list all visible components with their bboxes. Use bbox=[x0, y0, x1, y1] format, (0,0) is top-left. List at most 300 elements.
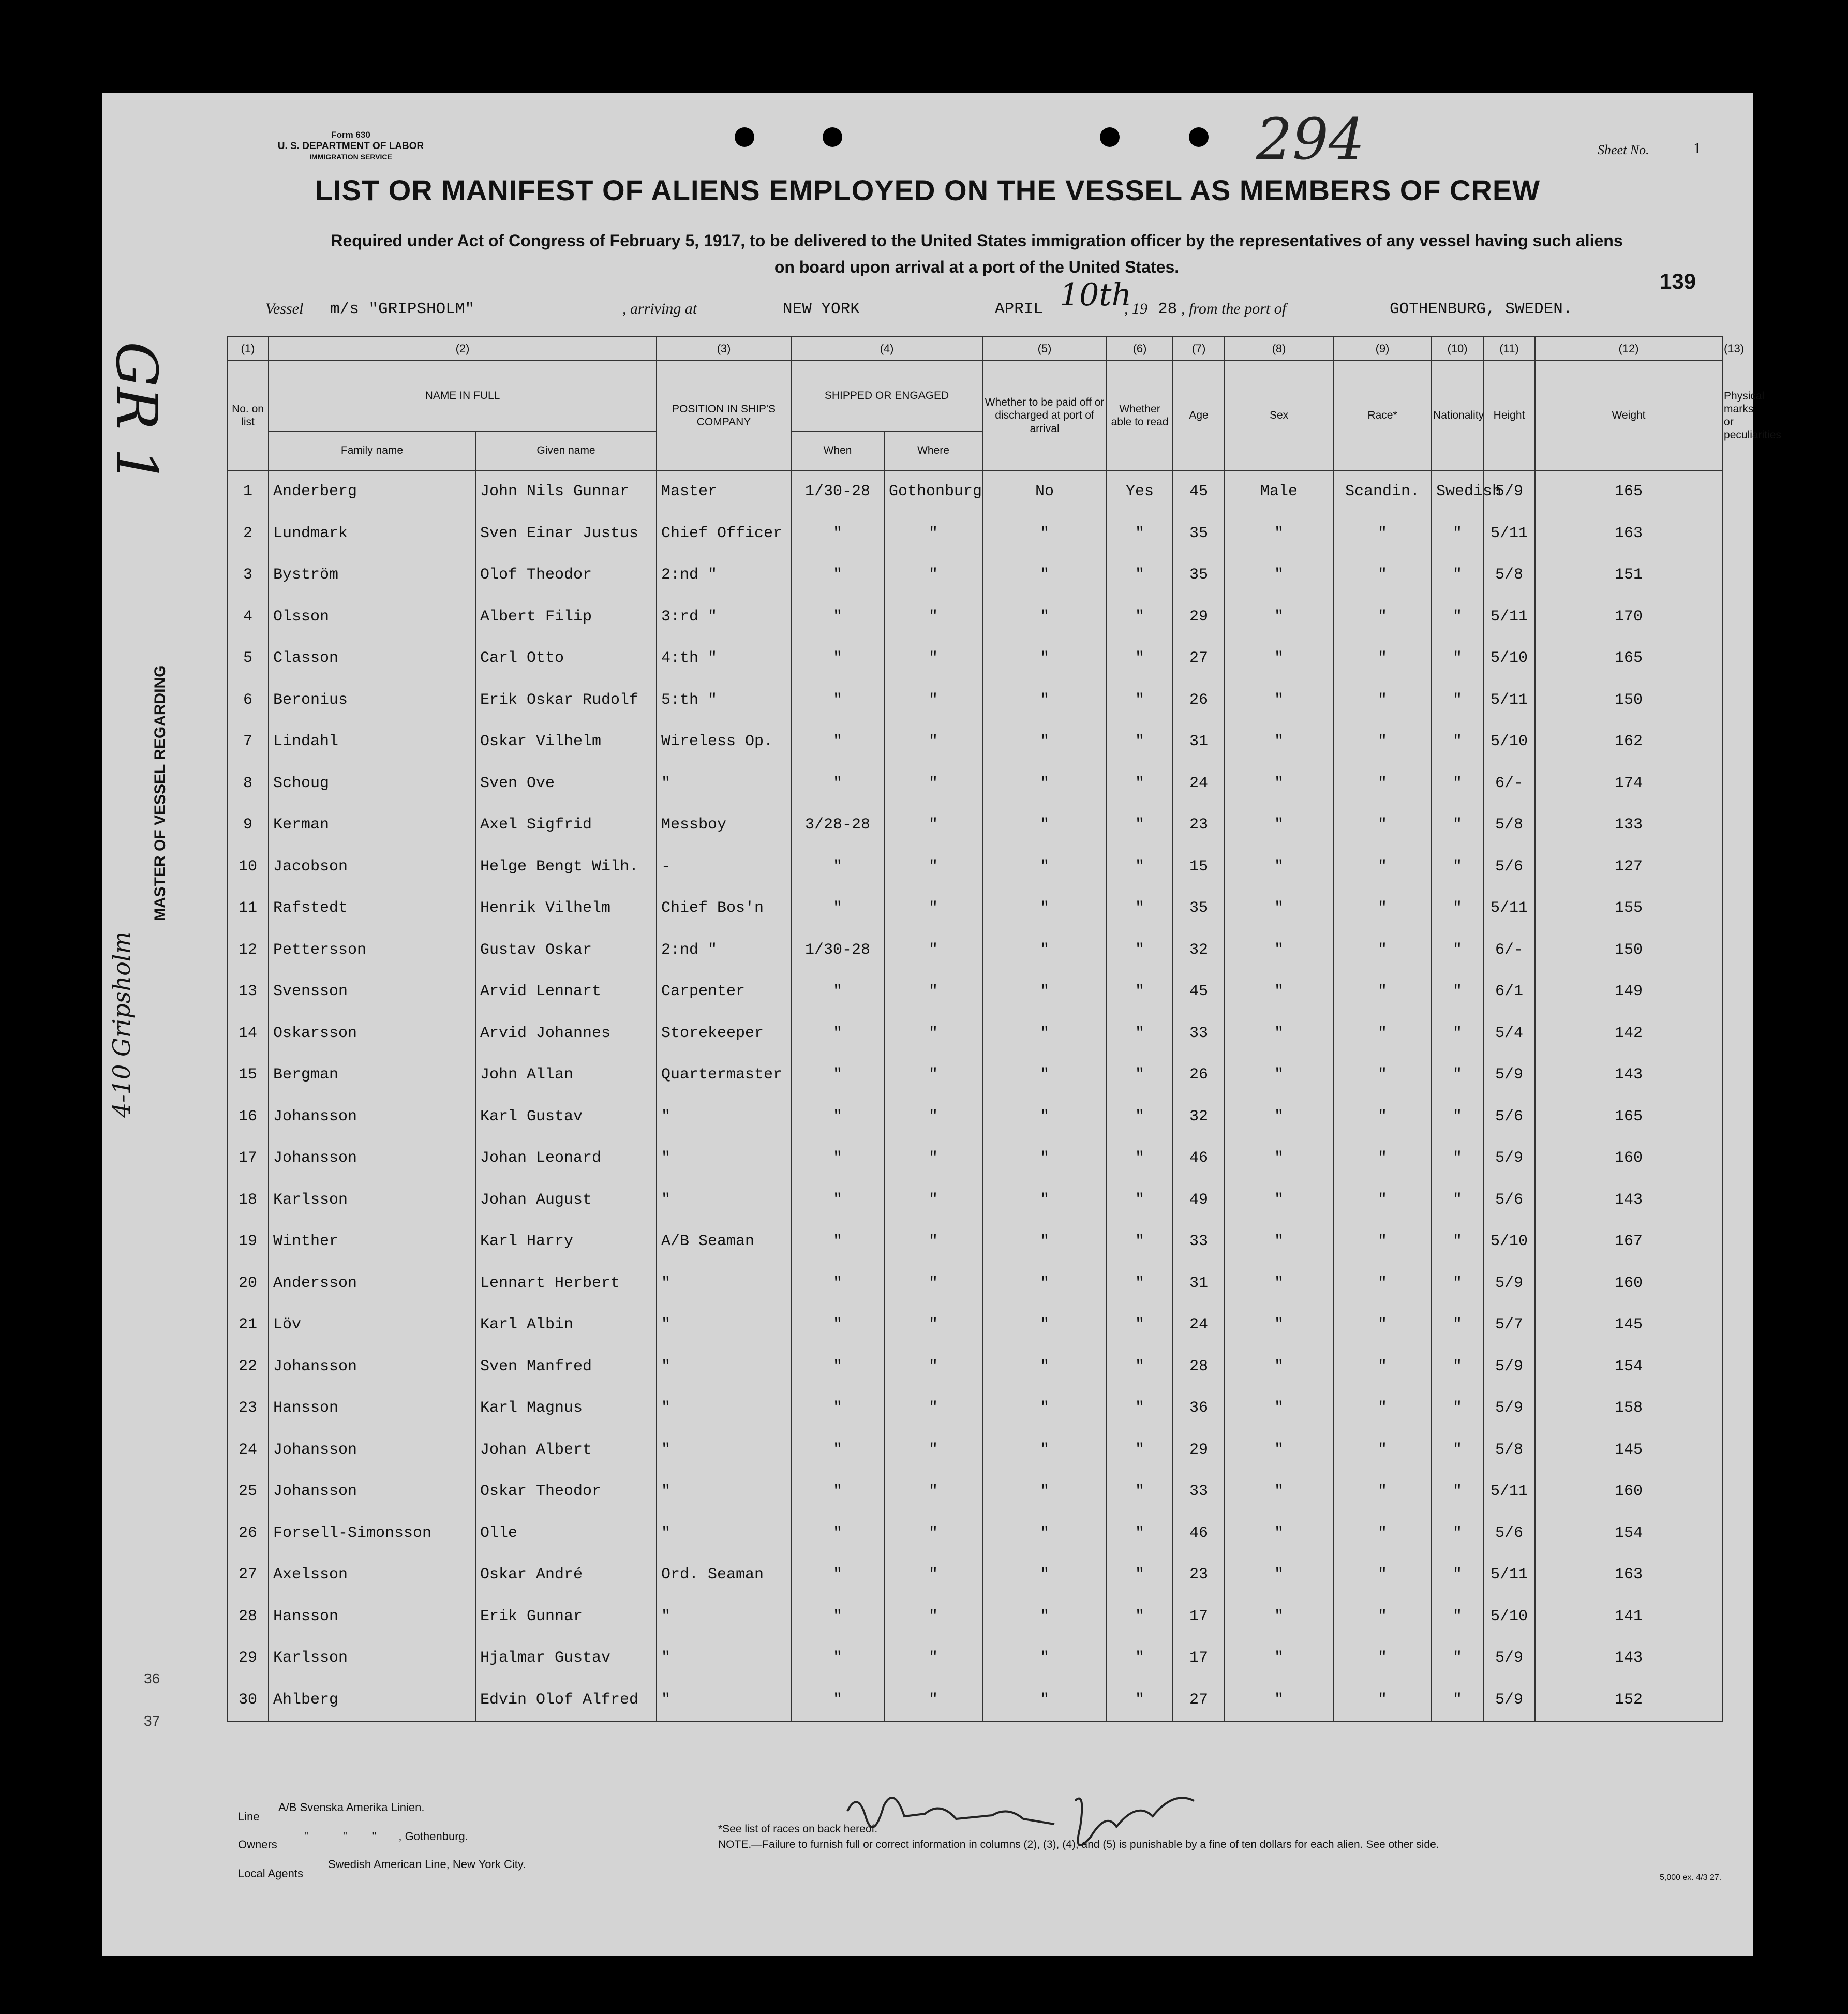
position-cell: " bbox=[657, 1179, 791, 1221]
row-number-cell: 29 bbox=[227, 1637, 269, 1679]
shipped-where-cell: " bbox=[884, 1137, 982, 1179]
vessel-name: m/s "GRIPSHOLM" bbox=[330, 300, 475, 318]
header-name-in-full: NAME IN FULL bbox=[269, 361, 657, 431]
age-cell: 24 bbox=[1173, 763, 1225, 805]
nationality-cell: " bbox=[1432, 763, 1483, 805]
nationality-cell: " bbox=[1432, 1429, 1483, 1471]
family-name-cell: Johansson bbox=[269, 1471, 475, 1513]
given-name-cell: Hjalmar Gustav bbox=[475, 1637, 657, 1679]
height-cell: 5/10 bbox=[1483, 638, 1535, 679]
shipped-when-cell: " bbox=[791, 1387, 884, 1429]
position-cell: " bbox=[657, 1096, 791, 1138]
shipped-when-cell: " bbox=[791, 1429, 884, 1471]
given-name-cell: Oskar Theodor bbox=[475, 1471, 657, 1513]
race-cell: " bbox=[1333, 638, 1432, 679]
family-name-cell: Beronius bbox=[269, 679, 475, 721]
race-cell: " bbox=[1333, 887, 1432, 929]
age-cell: 33 bbox=[1173, 1471, 1225, 1513]
race-cell: " bbox=[1333, 1096, 1432, 1138]
age-cell: 17 bbox=[1173, 1637, 1225, 1679]
able-to-read-cell: Yes bbox=[1107, 470, 1173, 513]
position-cell: Storekeeper bbox=[657, 1013, 791, 1055]
nationality-cell: " bbox=[1432, 804, 1483, 846]
height-cell: 6/1 bbox=[1483, 971, 1535, 1013]
weight-cell: 154 bbox=[1535, 1346, 1722, 1388]
sex-cell: " bbox=[1225, 1554, 1333, 1596]
age-cell: 33 bbox=[1173, 1221, 1225, 1263]
nationality-cell: " bbox=[1432, 929, 1483, 971]
weight-cell: 143 bbox=[1535, 1637, 1722, 1679]
margin-number-37: 37 bbox=[144, 1713, 160, 1729]
shipped-when-cell: " bbox=[791, 513, 884, 555]
weight-cell: 167 bbox=[1535, 1221, 1722, 1263]
shipped-where-cell: " bbox=[884, 804, 982, 846]
table-row bbox=[227, 1304, 1722, 1346]
agents-label: Local Agents bbox=[238, 1867, 303, 1880]
year-prefix: , 19 bbox=[1124, 300, 1147, 317]
shipped-when-cell: " bbox=[791, 1637, 884, 1679]
shipped-where-cell: " bbox=[884, 1304, 982, 1346]
nationality-cell: " bbox=[1432, 1013, 1483, 1055]
weight-cell: 163 bbox=[1535, 1554, 1722, 1596]
height-cell: 5/9 bbox=[1483, 1387, 1535, 1429]
family-name-cell: Rafstedt bbox=[269, 887, 475, 929]
position-cell: " bbox=[657, 1137, 791, 1179]
able-to-read-cell: " bbox=[1107, 1137, 1173, 1179]
weight-cell: 154 bbox=[1535, 1513, 1722, 1554]
row-number-cell: 19 bbox=[227, 1221, 269, 1263]
line-label: Line bbox=[238, 1810, 260, 1823]
position-cell: Ord. Seaman bbox=[657, 1554, 791, 1596]
family-name-cell: Johansson bbox=[269, 1137, 475, 1179]
shipped-where-cell: " bbox=[884, 846, 982, 888]
shipped-when-cell: " bbox=[791, 1679, 884, 1722]
row-number-cell: 1 bbox=[227, 470, 269, 513]
family-name-cell: Löv bbox=[269, 1304, 475, 1346]
race-cell: " bbox=[1333, 1637, 1432, 1679]
shipped-where-cell: " bbox=[884, 1679, 982, 1722]
weight-cell: 152 bbox=[1535, 1679, 1722, 1722]
margin-gr-code: GR 1 bbox=[103, 342, 170, 484]
position-cell: Chief Officer bbox=[657, 513, 791, 555]
table-row bbox=[227, 1637, 1722, 1679]
position-cell: " bbox=[657, 1471, 791, 1513]
owners-value: " " " , Gothenburg. bbox=[304, 1830, 468, 1843]
able-to-read-cell: " bbox=[1107, 1346, 1173, 1388]
age-cell: 45 bbox=[1173, 470, 1225, 513]
paid-off-cell: " bbox=[982, 804, 1107, 846]
given-name-cell: Oskar Vilhelm bbox=[475, 721, 657, 763]
paid-off-cell: " bbox=[982, 1096, 1107, 1138]
height-cell: 5/6 bbox=[1483, 1179, 1535, 1221]
header-age: Age bbox=[1173, 361, 1225, 470]
margin-handwritten-note: 4-10 Gripsholm bbox=[108, 931, 136, 1118]
table-row bbox=[227, 513, 1722, 555]
height-cell: 5/9 bbox=[1483, 1137, 1535, 1179]
age-cell: 45 bbox=[1173, 971, 1225, 1013]
nationality-cell: " bbox=[1432, 971, 1483, 1013]
race-cell: Scandin. bbox=[1333, 470, 1432, 513]
able-to-read-cell: " bbox=[1107, 1471, 1173, 1513]
shipped-where-cell: " bbox=[884, 1513, 982, 1554]
weight-cell: 160 bbox=[1535, 1263, 1722, 1305]
height-cell: 5/11 bbox=[1483, 1554, 1535, 1596]
shipped-where-cell: " bbox=[884, 1346, 982, 1388]
weight-cell: 145 bbox=[1535, 1429, 1722, 1471]
row-number-cell: 20 bbox=[227, 1263, 269, 1305]
height-cell: 5/7 bbox=[1483, 1304, 1535, 1346]
able-to-read-cell: " bbox=[1107, 971, 1173, 1013]
age-cell: 32 bbox=[1173, 1096, 1225, 1138]
able-to-read-cell: " bbox=[1107, 887, 1173, 929]
race-cell: " bbox=[1333, 1263, 1432, 1305]
paid-off-cell: " bbox=[982, 1471, 1107, 1513]
age-cell: 29 bbox=[1173, 1429, 1225, 1471]
age-cell: 36 bbox=[1173, 1387, 1225, 1429]
race-cell: " bbox=[1333, 1054, 1432, 1096]
age-cell: 46 bbox=[1173, 1513, 1225, 1554]
age-cell: 26 bbox=[1173, 1054, 1225, 1096]
family-name-cell: Lundmark bbox=[269, 513, 475, 555]
table-row bbox=[227, 1054, 1722, 1096]
race-cell: " bbox=[1333, 1013, 1432, 1055]
given-name-cell: Lennart Herbert bbox=[475, 1263, 657, 1305]
able-to-read-cell: " bbox=[1107, 1513, 1173, 1554]
sex-cell: " bbox=[1225, 679, 1333, 721]
shipped-when-cell: " bbox=[791, 679, 884, 721]
row-number-cell: 9 bbox=[227, 804, 269, 846]
col-num: (6) bbox=[1107, 337, 1173, 361]
crew-table bbox=[227, 336, 1781, 1722]
shipped-when-cell: " bbox=[791, 846, 884, 888]
row-number-cell: 12 bbox=[227, 929, 269, 971]
nationality-cell: " bbox=[1432, 1346, 1483, 1388]
col-num: (7) bbox=[1173, 337, 1225, 361]
shipped-when-cell: " bbox=[791, 971, 884, 1013]
given-name-cell: Arvid Johannes bbox=[475, 1013, 657, 1055]
race-cell: " bbox=[1333, 971, 1432, 1013]
shipped-where-cell: " bbox=[884, 1429, 982, 1471]
table-row bbox=[227, 638, 1722, 679]
age-cell: 31 bbox=[1173, 721, 1225, 763]
position-cell: " bbox=[657, 1596, 791, 1638]
family-name-cell: Olsson bbox=[269, 596, 475, 638]
sex-cell: " bbox=[1225, 1471, 1333, 1513]
family-name-cell: Johansson bbox=[269, 1346, 475, 1388]
sex-cell: " bbox=[1225, 1137, 1333, 1179]
paid-off-cell: " bbox=[982, 1387, 1107, 1429]
race-cell: " bbox=[1333, 1179, 1432, 1221]
position-cell: A/B Seaman bbox=[657, 1221, 791, 1263]
weight-cell: 141 bbox=[1535, 1596, 1722, 1638]
header-given-name: Given name bbox=[475, 431, 657, 470]
paid-off-cell: " bbox=[982, 929, 1107, 971]
family-name-cell: Lindahl bbox=[269, 721, 475, 763]
age-cell: 26 bbox=[1173, 679, 1225, 721]
able-to-read-cell: " bbox=[1107, 1263, 1173, 1305]
nationality-cell: " bbox=[1432, 513, 1483, 555]
weight-cell: 150 bbox=[1535, 679, 1722, 721]
sex-cell: " bbox=[1225, 846, 1333, 888]
position-cell: Carpenter bbox=[657, 971, 791, 1013]
able-to-read-cell: " bbox=[1107, 929, 1173, 971]
header-nationality: Nationality bbox=[1432, 361, 1483, 470]
department: U. S. DEPARTMENT OF LABOR bbox=[277, 141, 424, 152]
sex-cell: " bbox=[1225, 1304, 1333, 1346]
sex-cell: " bbox=[1225, 1221, 1333, 1263]
shipped-when-cell: " bbox=[791, 1471, 884, 1513]
shipped-when-cell: " bbox=[791, 1554, 884, 1596]
table-row bbox=[227, 596, 1722, 638]
sex-cell: " bbox=[1225, 804, 1333, 846]
row-number-cell: 5 bbox=[227, 638, 269, 679]
sex-cell: " bbox=[1225, 1429, 1333, 1471]
age-cell: 46 bbox=[1173, 1137, 1225, 1179]
given-name-cell: Erik Oskar Rudolf bbox=[475, 679, 657, 721]
weight-cell: 143 bbox=[1535, 1179, 1722, 1221]
crew-rows bbox=[227, 470, 1722, 1721]
shipped-when-cell: " bbox=[791, 1263, 884, 1305]
shipped-when-cell: 1/30-28 bbox=[791, 470, 884, 513]
shipped-where-cell: " bbox=[884, 1179, 982, 1221]
weight-cell: 165 bbox=[1535, 470, 1722, 513]
family-name-cell: Hansson bbox=[269, 1387, 475, 1429]
shipped-when-cell: " bbox=[791, 721, 884, 763]
sex-cell: " bbox=[1225, 1637, 1333, 1679]
given-name-cell: Albert Filip bbox=[475, 596, 657, 638]
height-cell: 5/9 bbox=[1483, 1637, 1535, 1679]
height-cell: 5/9 bbox=[1483, 1346, 1535, 1388]
sex-cell: " bbox=[1225, 1387, 1333, 1429]
able-to-read-cell: " bbox=[1107, 596, 1173, 638]
shipped-when-cell: " bbox=[791, 1054, 884, 1096]
shipped-where-cell: " bbox=[884, 1054, 982, 1096]
paid-off-cell: " bbox=[982, 887, 1107, 929]
position-cell: " bbox=[657, 1304, 791, 1346]
shipped-when-cell: " bbox=[791, 1221, 884, 1263]
header-shipped: SHIPPED OR ENGAGED bbox=[791, 361, 982, 431]
punch-hole bbox=[823, 127, 842, 147]
row-number-cell: 26 bbox=[227, 1513, 269, 1554]
race-cell: " bbox=[1333, 804, 1432, 846]
family-name-cell: Anderberg bbox=[269, 470, 475, 513]
able-to-read-cell: " bbox=[1107, 804, 1173, 846]
family-name-cell: Winther bbox=[269, 1221, 475, 1263]
family-name-cell: Byström bbox=[269, 554, 475, 596]
row-number-cell: 16 bbox=[227, 1096, 269, 1138]
table-row bbox=[227, 1263, 1722, 1305]
row-number-cell: 25 bbox=[227, 1471, 269, 1513]
race-cell: " bbox=[1333, 721, 1432, 763]
given-name-cell: Karl Albin bbox=[475, 1304, 657, 1346]
paid-off-cell: " bbox=[982, 513, 1107, 555]
position-cell: Wireless Op. bbox=[657, 721, 791, 763]
position-cell: " bbox=[657, 1513, 791, 1554]
able-to-read-cell: " bbox=[1107, 513, 1173, 555]
weight-cell: 160 bbox=[1535, 1471, 1722, 1513]
weight-cell: 163 bbox=[1535, 513, 1722, 555]
position-cell: " bbox=[657, 1429, 791, 1471]
age-cell: 29 bbox=[1173, 596, 1225, 638]
shipped-where-cell: " bbox=[884, 929, 982, 971]
line-value: A/B Svenska Amerika Linien. bbox=[278, 1801, 425, 1814]
sheet-label: Sheet No. bbox=[1598, 142, 1649, 157]
race-cell: " bbox=[1333, 929, 1432, 971]
position-cell: 4:th " bbox=[657, 638, 791, 679]
shipped-where-cell: " bbox=[884, 721, 982, 763]
header-when: When bbox=[791, 431, 884, 470]
sex-cell: " bbox=[1225, 1346, 1333, 1388]
signature bbox=[837, 1770, 1210, 1863]
shipped-where-cell: " bbox=[884, 1637, 982, 1679]
col-num: (2) bbox=[269, 337, 657, 361]
paid-off-cell: " bbox=[982, 1179, 1107, 1221]
given-name-cell: Karl Harry bbox=[475, 1221, 657, 1263]
sex-cell: " bbox=[1225, 1054, 1333, 1096]
sex-cell: " bbox=[1225, 1096, 1333, 1138]
race-cell: " bbox=[1333, 1429, 1432, 1471]
height-cell: 6/- bbox=[1483, 763, 1535, 805]
shipped-where-cell: " bbox=[884, 763, 982, 805]
row-number-cell: 3 bbox=[227, 554, 269, 596]
height-cell: 5/9 bbox=[1483, 470, 1535, 513]
weight-cell: 158 bbox=[1535, 1387, 1722, 1429]
row-number-cell: 10 bbox=[227, 846, 269, 888]
nationality-cell: " bbox=[1432, 1179, 1483, 1221]
sheet-number: 1 bbox=[1693, 140, 1701, 157]
age-cell: 17 bbox=[1173, 1596, 1225, 1638]
able-to-read-cell: " bbox=[1107, 1387, 1173, 1429]
height-cell: 5/6 bbox=[1483, 846, 1535, 888]
able-to-read-cell: " bbox=[1107, 1637, 1173, 1679]
required-notice bbox=[252, 228, 1701, 280]
header-paid-off: Whether to be paid off or discharged at port of arrival bbox=[982, 361, 1107, 470]
shipped-when-cell: " bbox=[791, 1346, 884, 1388]
height-cell: 5/9 bbox=[1483, 1679, 1535, 1722]
sex-cell: " bbox=[1225, 1513, 1333, 1554]
race-cell: " bbox=[1333, 1137, 1432, 1179]
row-number-cell: 30 bbox=[227, 1679, 269, 1722]
nationality-cell: " bbox=[1432, 1554, 1483, 1596]
race-cell: " bbox=[1333, 1346, 1432, 1388]
weight-cell: 155 bbox=[1535, 887, 1722, 929]
paid-off-cell: " bbox=[982, 1679, 1107, 1722]
weight-cell: 165 bbox=[1535, 638, 1722, 679]
given-name-cell: Karl Gustav bbox=[475, 1096, 657, 1138]
family-name-cell: Bergman bbox=[269, 1054, 475, 1096]
weight-cell: 174 bbox=[1535, 763, 1722, 805]
family-name-cell: Pettersson bbox=[269, 929, 475, 971]
height-cell: 5/10 bbox=[1483, 721, 1535, 763]
able-to-read-cell: " bbox=[1107, 1304, 1173, 1346]
paid-off-cell: " bbox=[982, 763, 1107, 805]
nationality-cell: " bbox=[1432, 1513, 1483, 1554]
weight-cell: 170 bbox=[1535, 596, 1722, 638]
punch-hole bbox=[1189, 127, 1209, 147]
family-name-cell: Schoug bbox=[269, 763, 475, 805]
header-weight: Weight bbox=[1535, 361, 1722, 470]
sex-cell: " bbox=[1225, 1013, 1333, 1055]
paid-off-cell: " bbox=[982, 1429, 1107, 1471]
shipped-when-cell: 3/28-28 bbox=[791, 804, 884, 846]
height-cell: 5/11 bbox=[1483, 887, 1535, 929]
weight-cell: 145 bbox=[1535, 1304, 1722, 1346]
table-row bbox=[227, 804, 1722, 846]
table-row bbox=[227, 1513, 1722, 1554]
able-to-read-cell: " bbox=[1107, 679, 1173, 721]
nationality-cell: " bbox=[1432, 1096, 1483, 1138]
family-name-cell: Hansson bbox=[269, 1596, 475, 1638]
table-row bbox=[227, 1346, 1722, 1388]
weight-cell: 162 bbox=[1535, 721, 1722, 763]
race-cell: " bbox=[1333, 596, 1432, 638]
header-position: POSITION IN SHIP'S COMPANY bbox=[657, 361, 791, 470]
col-num: (11) bbox=[1483, 337, 1535, 361]
given-name-cell: Carl Otto bbox=[475, 638, 657, 679]
paid-off-cell: " bbox=[982, 1554, 1107, 1596]
weight-cell: 151 bbox=[1535, 554, 1722, 596]
table-row bbox=[227, 1137, 1722, 1179]
shipped-when-cell: " bbox=[791, 596, 884, 638]
shipped-when-cell: " bbox=[791, 1596, 884, 1638]
sex-cell: " bbox=[1225, 763, 1333, 805]
age-cell: 27 bbox=[1173, 638, 1225, 679]
race-cell: " bbox=[1333, 1596, 1432, 1638]
sex-cell: Male bbox=[1225, 470, 1333, 513]
row-number-cell: 6 bbox=[227, 679, 269, 721]
header-sex: Sex bbox=[1225, 361, 1333, 470]
row-number-cell: 7 bbox=[227, 721, 269, 763]
paid-off-cell: " bbox=[982, 721, 1107, 763]
family-name-cell: Karlsson bbox=[269, 1637, 475, 1679]
nationality-cell: " bbox=[1432, 846, 1483, 888]
family-name-cell: Forsell-Simonsson bbox=[269, 1513, 475, 1554]
arriving-label: , arriving at bbox=[622, 300, 697, 317]
position-cell: 3:rd " bbox=[657, 596, 791, 638]
family-name-cell: Ahlberg bbox=[269, 1679, 475, 1722]
header-no-on-list: No. on list bbox=[227, 361, 269, 470]
table-row bbox=[227, 1179, 1722, 1221]
height-cell: 5/11 bbox=[1483, 513, 1535, 555]
sex-cell: " bbox=[1225, 887, 1333, 929]
paid-off-cell: " bbox=[982, 1137, 1107, 1179]
table-row bbox=[227, 887, 1722, 929]
header-height: Height bbox=[1483, 361, 1535, 470]
weight-cell: 133 bbox=[1535, 804, 1722, 846]
height-cell: 5/9 bbox=[1483, 1054, 1535, 1096]
able-to-read-cell: " bbox=[1107, 1054, 1173, 1096]
nationality-cell: " bbox=[1432, 1596, 1483, 1638]
table-row bbox=[227, 763, 1722, 805]
position-cell: " bbox=[657, 1387, 791, 1429]
col-num: (9) bbox=[1333, 337, 1432, 361]
table-row bbox=[227, 1554, 1722, 1596]
age-cell: 28 bbox=[1173, 1346, 1225, 1388]
height-cell: 5/6 bbox=[1483, 1513, 1535, 1554]
race-cell: " bbox=[1333, 554, 1432, 596]
age-cell: 35 bbox=[1173, 887, 1225, 929]
row-number-cell: 14 bbox=[227, 1013, 269, 1055]
arrival-month: APRIL bbox=[995, 300, 1044, 318]
height-cell: 5/8 bbox=[1483, 554, 1535, 596]
height-cell: 6/- bbox=[1483, 929, 1535, 971]
col-num: (5) bbox=[982, 337, 1107, 361]
sex-cell: " bbox=[1225, 1596, 1333, 1638]
able-to-read-cell: " bbox=[1107, 721, 1173, 763]
able-to-read-cell: " bbox=[1107, 1179, 1173, 1221]
nationality-cell: " bbox=[1432, 1637, 1483, 1679]
position-cell: " bbox=[657, 1263, 791, 1305]
